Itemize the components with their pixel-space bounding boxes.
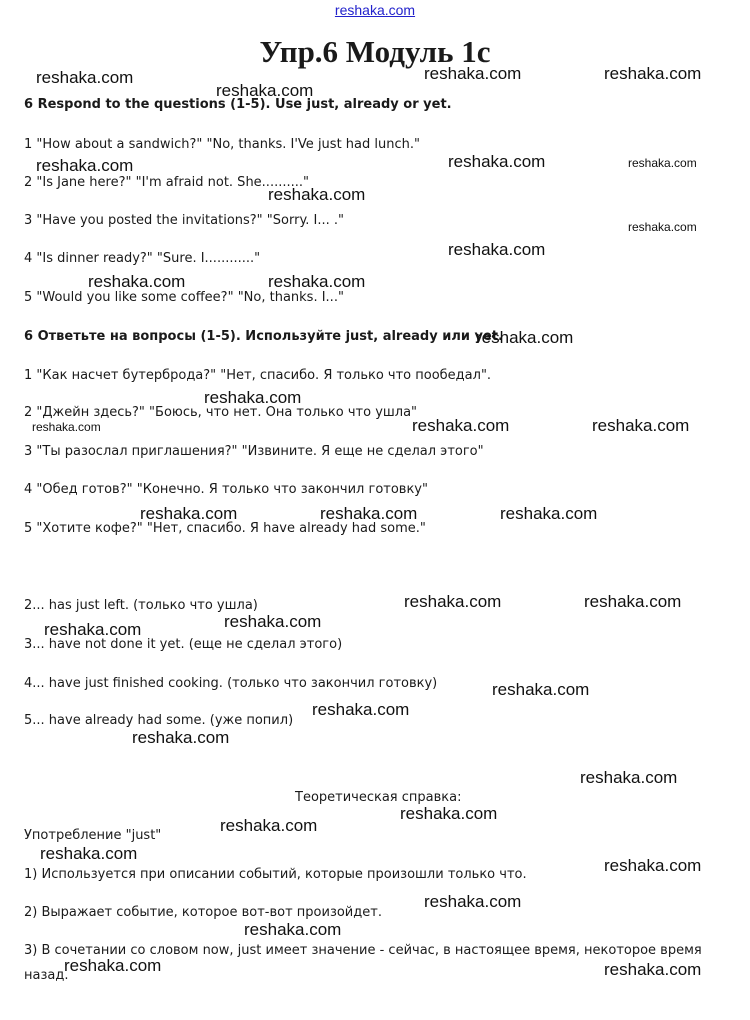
watermark: reshaka.com — [500, 504, 598, 523]
watermark: reshaka.com — [604, 64, 702, 83]
watermark: reshaka.com — [312, 700, 410, 719]
russian-item: 4 "Обед готов?" "Конечно. Я только что закончил готовку" — [24, 482, 428, 497]
watermark: reshaka.com — [424, 64, 522, 83]
watermark: reshaka.com — [268, 272, 366, 291]
watermark: reshaka.com — [492, 680, 590, 699]
watermark: reshaka.com — [32, 420, 101, 434]
watermark: reshaka.com — [580, 768, 678, 787]
watermark: reshaka.com — [224, 612, 322, 631]
english-item: 5 "Would you like some coffee?" "No, thanks. I..." — [24, 290, 344, 305]
answer-item: 3... have not done it yet. (еще не сделал этого) — [24, 637, 343, 652]
watermark: reshaka.com — [584, 592, 682, 611]
watermark: reshaka.com — [604, 856, 702, 875]
watermark: reshaka.com — [424, 892, 522, 911]
watermark: reshaka.com — [628, 220, 697, 234]
russian-item: 2 "Джейн здесь?" "Боюсь, что нет. Она только что ушла" — [24, 405, 418, 420]
theory-point: 2) Выражает событие, которое вот-вот произойдет. — [24, 905, 382, 920]
answer-item: 2... has just left. (только что ушла) — [24, 598, 258, 613]
watermark: reshaka.com — [44, 620, 142, 639]
english-item: 1 "How about a sandwich?" "No, thanks. I'Ve just had lunch." — [24, 137, 420, 152]
english-item: 2 "Is Jane here?" "I'm afraid not. She.........." — [24, 175, 309, 190]
watermark: reshaka.com — [412, 416, 510, 435]
watermark: reshaka.com — [592, 416, 690, 435]
watermark: reshaka.com — [628, 156, 697, 170]
watermark: reshaka.com — [448, 240, 546, 259]
watermark: reshaka.com — [476, 328, 574, 347]
watermark: reshaka.com — [88, 272, 186, 291]
theory-heading: Теоретическая справка: — [295, 790, 462, 805]
answer-item: 5... have already had some. (уже попил) — [24, 713, 294, 728]
russian-item: 5 "Хотите кофе?" "Нет, спасибо. Я have already had some." — [24, 521, 426, 536]
watermark: reshaka.com — [604, 960, 702, 979]
page-title: Упр.6 Модуль 1с — [259, 34, 491, 69]
russian-heading: 6 Ответьте на вопросы (1-5). Используйте just, already или yet. — [24, 329, 503, 344]
watermark: reshaka.com — [404, 592, 502, 611]
russian-item: 3 "Ты разослал приглашения?" "Извините. Я еще не сделал этого" — [24, 444, 484, 459]
watermark: reshaka.com — [400, 804, 498, 823]
theory-point: 3) В сочетании со словом now, just имеет значение - сейчас, в настоящее время, некоторое время — [24, 943, 702, 958]
watermark: reshaka.com — [320, 504, 418, 523]
watermark: reshaka.com — [132, 728, 230, 747]
watermark: reshaka.com — [36, 156, 134, 175]
watermark: reshaka.com — [36, 68, 134, 87]
watermark: reshaka.com — [244, 920, 342, 939]
answer-item: 4... have just finished cooking. (только что закончил готовку) — [24, 676, 438, 691]
english-item: 3 "Have you posted the invitations?" "Sorry. I... ." — [24, 213, 345, 228]
watermark: reshaka.com — [216, 81, 314, 100]
russian-item: 1 "Как насчет бутерброда?" "Нет, спасибо. Я только что пообедал". — [24, 368, 492, 383]
watermark: reshaka.com — [268, 185, 366, 204]
watermark: reshaka.com — [64, 956, 162, 975]
english-item: 4 "Is dinner ready?" "Sure. I............" — [24, 251, 261, 266]
watermark: reshaka.com — [220, 816, 318, 835]
theory-subheading: Употребление "just" — [24, 828, 162, 843]
theory-point: 1) Используется при описании событий, которые произошли только что. — [24, 867, 527, 882]
watermark: reshaka.com — [204, 388, 302, 407]
english-heading: 6 Respond to the questions (1-5). Use just, already or yet. — [24, 97, 452, 112]
watermark: reshaka.com — [40, 844, 138, 863]
watermark: reshaka.com — [140, 504, 238, 523]
watermark: reshaka.com — [448, 152, 546, 171]
site-link[interactable]: reshaka.com — [334, 2, 416, 18]
theory-point: назад. — [24, 968, 69, 983]
